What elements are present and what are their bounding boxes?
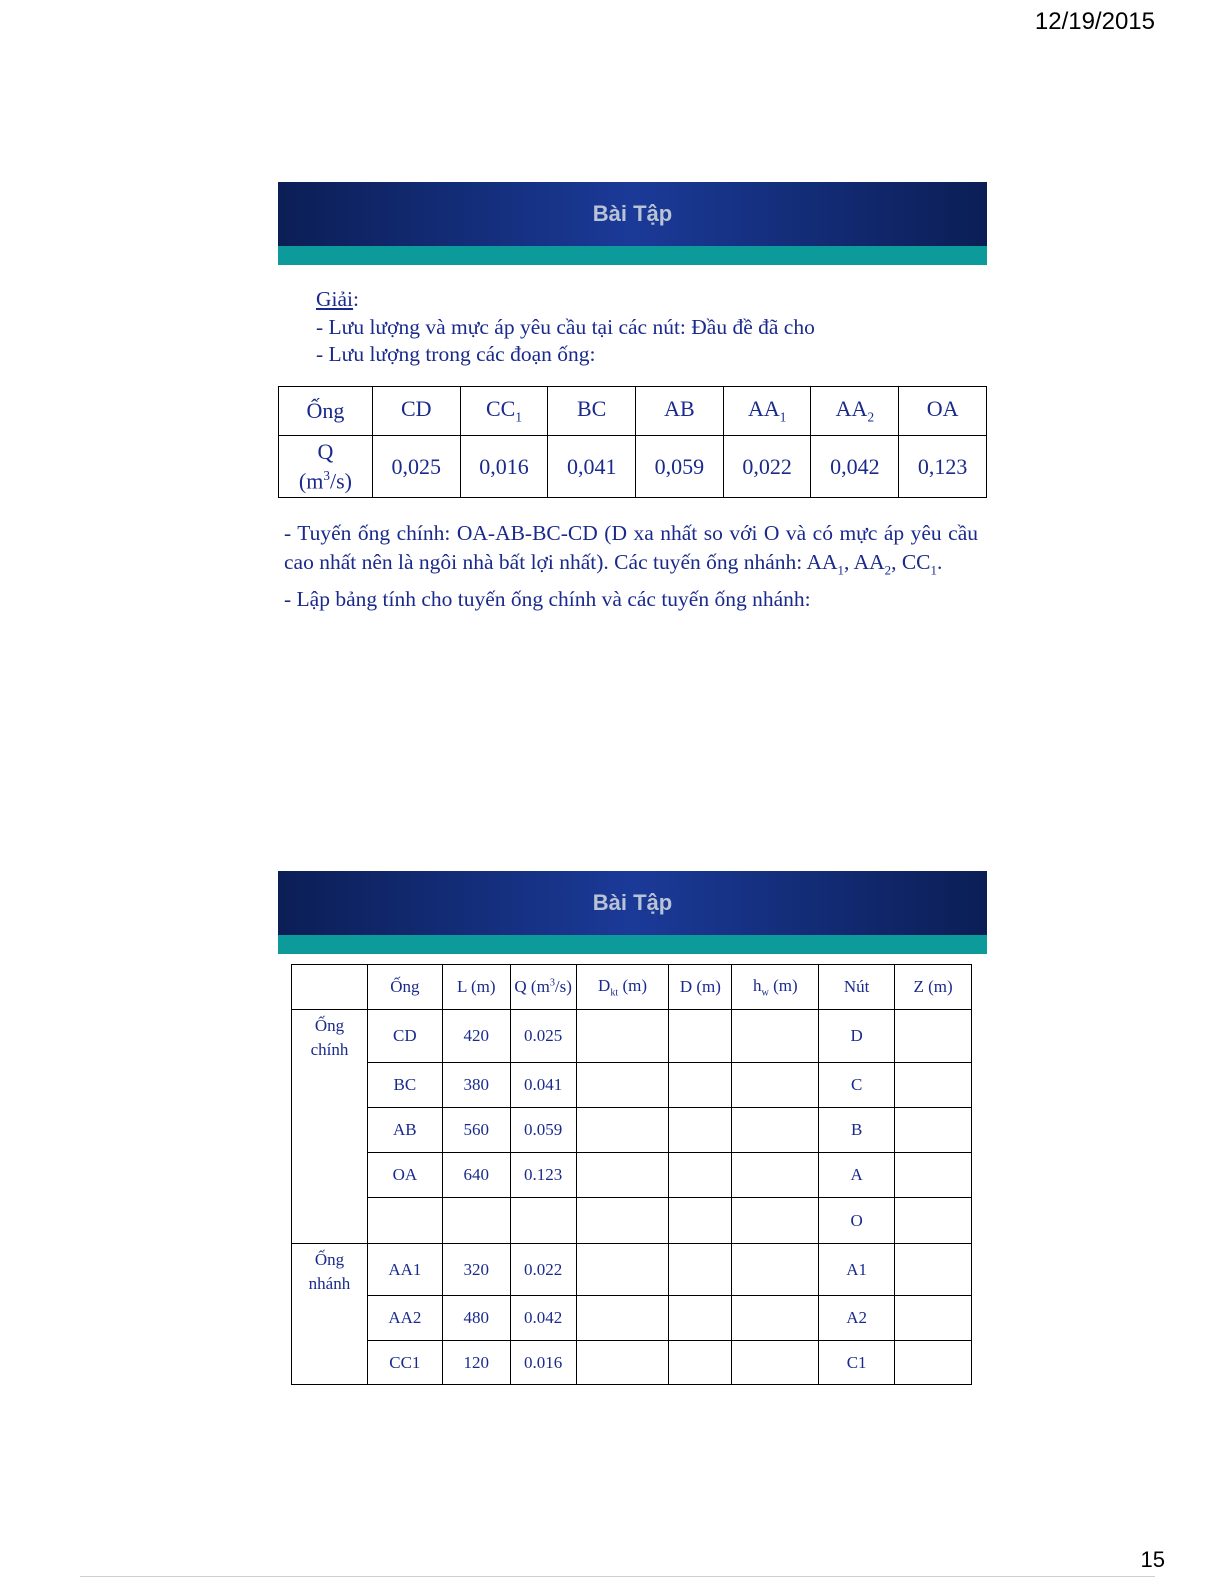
d-cell <box>669 1341 732 1385</box>
flow-cell: 0.041 <box>510 1063 576 1108</box>
intro-line-1: - Lưu lượng và mực áp yêu cầu tại các nút: Đầu đề đã cho <box>316 314 815 339</box>
length-cell: 320 <box>442 1244 510 1296</box>
flow-cell: 0.025 <box>510 1010 576 1063</box>
length-cell: 640 <box>442 1153 510 1198</box>
table-row <box>292 1341 972 1385</box>
node-cell: C1 <box>819 1341 895 1385</box>
flow-table-pipe: $CC_1$ <box>460 387 548 436</box>
flow-table-q: 0,059 <box>636 436 724 498</box>
dkt-cell <box>576 1296 669 1341</box>
dkt-cell <box>576 1198 669 1244</box>
flow-table-label-pipe: Ống <box>279 387 373 436</box>
z-cell <box>895 1341 972 1385</box>
slide2-title: Bài Tập <box>592 890 673 915</box>
flow-table <box>278 386 987 498</box>
calc-header-flow: Q $(m^3/s)$ <box>510 965 576 1010</box>
calc-header-pipe: Ống <box>367 965 442 1010</box>
table-row <box>292 1010 972 1063</box>
z-cell <box>895 1010 972 1063</box>
table-intro-text: - Lập bảng tính cho tuyến ống chính và các tuyến ống nhánh: <box>284 587 811 612</box>
d-cell <box>669 1108 732 1153</box>
hw-cell <box>732 1244 819 1296</box>
table-row <box>292 1108 972 1153</box>
flow-cell: 0.123 <box>510 1153 576 1198</box>
dkt-cell <box>576 1244 669 1296</box>
flow-table-pipe: AB <box>636 387 724 436</box>
hw-cell <box>732 1198 819 1244</box>
length-cell: 480 <box>442 1296 510 1341</box>
calc-header-node: Nút <box>819 965 895 1010</box>
length-cell: 560 <box>442 1108 510 1153</box>
hw-cell <box>732 1296 819 1341</box>
calc-table <box>291 964 972 1385</box>
solution-label: Giải <box>316 287 354 311</box>
dkt-cell <box>576 1108 669 1153</box>
node-cell: A <box>819 1153 895 1198</box>
hw-cell <box>732 1010 819 1063</box>
pipe-cell: BC <box>367 1063 442 1108</box>
z-cell <box>895 1244 972 1296</box>
slide1-header <box>278 182 987 265</box>
calc-header-group <box>292 965 368 1010</box>
slide1-header-stripe <box>278 246 987 265</box>
length-cell: 420 <box>442 1010 510 1063</box>
dkt-cell <box>576 1063 669 1108</box>
page-number: 15 <box>1140 1547 1165 1572</box>
hw-cell <box>732 1063 819 1108</box>
slide1-title: Bài Tập <box>592 201 673 226</box>
pipe-cell: AA1 <box>367 1244 442 1296</box>
dkt-cell <box>576 1010 669 1063</box>
pipe-cell: AB <box>367 1108 442 1153</box>
node-cell: C <box>819 1063 895 1108</box>
flow-table-q: 0,016 <box>460 436 548 498</box>
table-row <box>292 1198 972 1244</box>
group-branch-label: Ống nhánh <box>292 1244 368 1385</box>
length-cell: 120 <box>442 1341 510 1385</box>
flow-cell: 0.042 <box>510 1296 576 1341</box>
flow-table-pipe: OA <box>899 387 987 436</box>
length-cell: 380 <box>442 1063 510 1108</box>
flow-table-pipe: $AA_2$ <box>811 387 899 436</box>
node-cell: O <box>819 1198 895 1244</box>
hw-cell <box>732 1153 819 1198</box>
flow-table-q: 0,041 <box>548 436 636 498</box>
flow-table-pipe: BC <box>548 387 636 436</box>
pipe-cell: AA2 <box>367 1296 442 1341</box>
table-row <box>292 1296 972 1341</box>
length-cell <box>442 1198 510 1244</box>
table-row <box>292 1153 972 1198</box>
node-cell: D <box>819 1010 895 1063</box>
calc-header-dkt: $D_{kt}$ (m) <box>576 965 669 1010</box>
intro-line-2: - Lưu lượng trong các đoạn ống: <box>316 342 596 366</box>
calc-header-length: L (m) <box>442 965 510 1010</box>
pipe-cell <box>367 1198 442 1244</box>
slide1-paragraph <box>284 519 978 614</box>
branch-list: $AA_1$, $AA_2$, $CC_1$. <box>806 550 943 578</box>
d-cell <box>669 1063 732 1108</box>
pipe-cell: OA <box>367 1153 442 1198</box>
calc-table-header <box>292 965 972 1010</box>
flow-table-q: 0,123 <box>899 436 987 498</box>
z-cell <box>895 1063 972 1108</box>
flow-cell <box>510 1198 576 1244</box>
flow-cell: 0.016 <box>510 1341 576 1385</box>
flow-table-pipe: $AA_1$ <box>723 387 811 436</box>
d-cell <box>669 1296 732 1341</box>
d-cell <box>669 1153 732 1198</box>
flow-cell: 0.022 <box>510 1244 576 1296</box>
d-cell <box>669 1198 732 1244</box>
z-cell <box>895 1296 972 1341</box>
calc-header-d: D (m) <box>669 965 732 1010</box>
pipe-cell: CD <box>367 1010 442 1063</box>
flow-table-pipe-row <box>279 387 987 436</box>
main-line-text: - Tuyến ống chính: OA-AB-BC-CD (D xa nhất so với O và có mực áp yêu cầu cao nhất nên là ngôi nhà bất lợi nhất). Các tuyến ống nhánh: <box>284 521 978 574</box>
d-cell <box>669 1244 732 1296</box>
table-row <box>292 1244 972 1296</box>
flow-table-pipe: CD <box>372 387 460 436</box>
calc-header-hw: $h_w$ (m) <box>732 965 819 1010</box>
flow-table-q-row <box>279 436 987 498</box>
hw-cell <box>732 1341 819 1385</box>
pipe-cell: CC1 <box>367 1341 442 1385</box>
flow-cell: 0.059 <box>510 1108 576 1153</box>
d-cell <box>669 1010 732 1063</box>
slide2-header-stripe <box>278 935 987 954</box>
z-cell <box>895 1108 972 1153</box>
hw-cell <box>732 1108 819 1153</box>
flow-table-q: 0,025 <box>372 436 460 498</box>
slide1-intro: Giải: - Lưu lượng và mực áp yêu cầu tại các nút: Đầu đề đã cho - Lưu lượng trong các đoạn ống: <box>316 286 815 369</box>
flow-table-q: 0,042 <box>811 436 899 498</box>
node-cell: A2 <box>819 1296 895 1341</box>
footer-rule <box>80 1576 1155 1577</box>
flow-table-q: 0,022 <box>723 436 811 498</box>
flow-table-label-q: Q $(m^3/s)$ <box>279 436 373 498</box>
calc-header-z: Z (m) <box>895 965 972 1010</box>
z-cell <box>895 1153 972 1198</box>
node-cell: B <box>819 1108 895 1153</box>
table-row <box>292 1063 972 1108</box>
slide2-header <box>278 871 987 954</box>
dkt-cell <box>576 1153 669 1198</box>
z-cell <box>895 1198 972 1244</box>
dkt-cell <box>576 1341 669 1385</box>
page-date: 12/19/2015 <box>1034 8 1155 35</box>
group-main-label: Ống chính <box>292 1010 368 1244</box>
node-cell: A1 <box>819 1244 895 1296</box>
